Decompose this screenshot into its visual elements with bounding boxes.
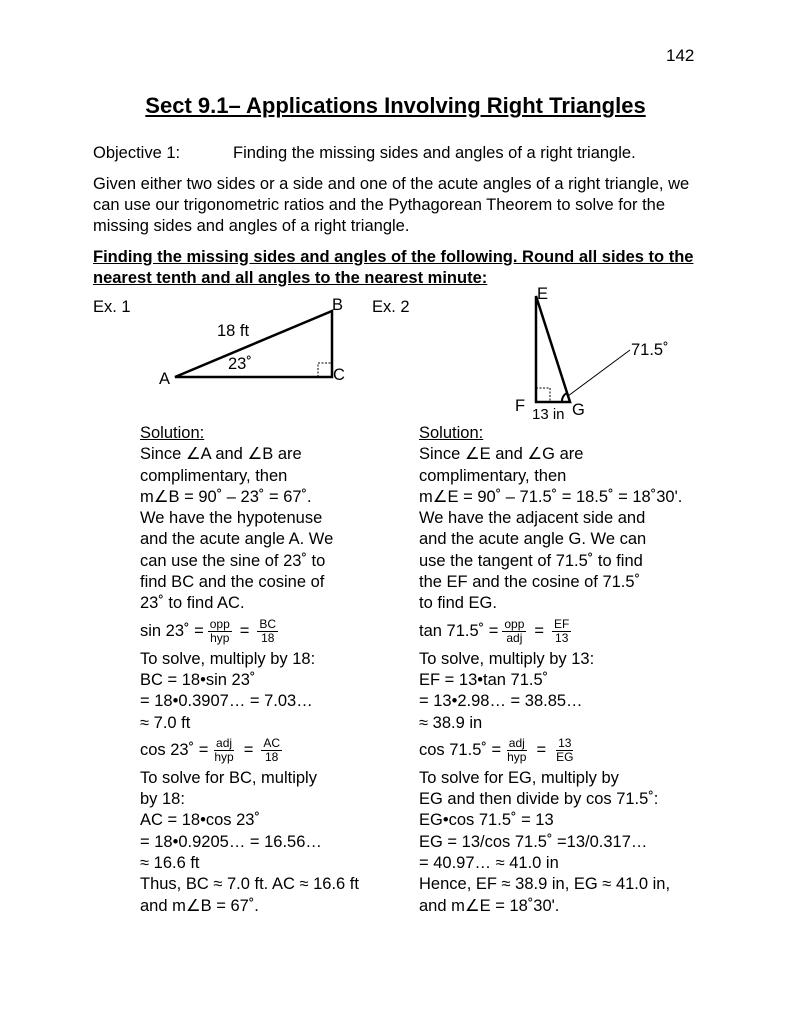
ex1-eq2-fraction-2: [261, 737, 282, 764]
ex2-eq1-den2: 13: [555, 631, 569, 646]
ex1-line: and the acute angle A. We: [140, 530, 334, 549]
ex1-line: Thus, BC ≈ 7.0 ft. AC ≈ 16.6 ft: [140, 875, 359, 894]
ex1-line: 23˚ to find AC.: [140, 594, 245, 613]
equals-sign: =: [243, 741, 254, 760]
intro-paragraph: Given either two sides or a side and one of the acute angles of a right triangle, we can use our trigonometric ratios and the Pythagorean Theorem to solve for the missing sides and angles of a right triangle.: [93, 175, 690, 235]
ex2-eq2-den2: EG: [556, 750, 574, 765]
instructions: Finding the missing sides and angles of the following. Round all sides to the nearest tenth and all angles to the nearest minute:: [93, 248, 694, 287]
ex1-solution: [140, 423, 359, 917]
ex2-vertex-f: F: [515, 397, 526, 415]
ex2-line: To solve, multiply by 13:: [419, 649, 595, 668]
ex1-eq2-den2: 18: [265, 750, 279, 765]
ex2-cosine-equation: [419, 734, 682, 768]
ex1-vertex-a: A: [159, 370, 171, 388]
ex1-triangle: [175, 311, 332, 377]
ex1-line: can use the sine of 23˚ to: [140, 551, 326, 570]
ex2-line: complimentary, then: [419, 466, 567, 485]
page-title: Sect 9.1– Applications Involving Right Triangles: [145, 93, 646, 118]
ex1-vertex-b: B: [332, 296, 344, 314]
ex1-eq2-num2: AC: [263, 736, 281, 751]
ex2-solution: [419, 423, 682, 917]
ex2-eq2-num2: 13: [558, 736, 572, 751]
ex1-line: m∠B = 90˚ – 23˚ = 67˚.: [140, 487, 312, 506]
ex1-eq1-den1: hyp: [210, 631, 230, 646]
ex2-line: and the acute angle G. We can: [419, 530, 647, 549]
ex2-line: We have the adjacent side and: [419, 509, 646, 528]
ex2-triangle: [536, 296, 570, 402]
ex2-vertex-g: G: [572, 401, 585, 419]
ex2-line: the EF and the cosine of 71.5˚: [419, 573, 641, 592]
ex1-eq1-fraction-1: [208, 618, 232, 645]
ex2-line: m∠E = 90˚ – 71.5˚ = 18.5˚ = 18˚30'.: [419, 487, 683, 506]
ex2-line: EG and then divide by cos 71.5˚:: [419, 790, 659, 809]
ex1-line: complimentary, then: [140, 466, 288, 485]
ex1-triangle-diagram: [150, 290, 360, 390]
ex1-line: find BC and the cosine of: [140, 573, 325, 592]
ex2-line: To solve for EG, multiply by: [419, 768, 619, 787]
ex2-line: EF = 13•tan 71.5˚: [419, 670, 549, 689]
ex2-side-label: 13 in: [532, 406, 565, 423]
ex1-line: ≈ 16.6 ft: [140, 854, 200, 873]
ex2-eq2-fraction-2: [554, 737, 575, 764]
ex1-label: Ex. 1: [93, 298, 131, 316]
ex1-eq1-num2: BC: [259, 617, 277, 632]
objective-text: Finding the missing sides and angles of a right triangle.: [233, 144, 636, 162]
ex1-angle-label: 23˚: [228, 355, 252, 373]
ex1-line: BC = 18•sin 23˚: [140, 670, 256, 689]
ex1-line: AC = 18•cos 23˚: [140, 811, 260, 830]
equals-sign: =: [239, 622, 250, 641]
ex2-eq2-num1: adj: [508, 736, 525, 751]
objective-label: Objective 1:: [93, 144, 181, 162]
ex2-triangle-diagram: [505, 282, 685, 424]
ex2-eq1-fraction-1: [502, 618, 526, 645]
ex1-eq2-lhs: cos 23˚ =: [140, 741, 209, 760]
ex1-eq2-den1: hyp: [214, 750, 234, 765]
ex2-eq2-den1: hyp: [507, 750, 527, 765]
ex1-line: To solve for BC, multiply: [140, 768, 317, 787]
ex1-line: ≈ 7.0 ft: [140, 713, 191, 732]
ex1-line: = 18•0.9205… = 16.56…: [140, 832, 322, 851]
ex1-line: We have the hypotenuse: [140, 509, 323, 528]
ex2-angle-arc: [562, 393, 567, 402]
ex2-line: = 13•2.98… = 38.85…: [419, 692, 583, 711]
ex2-line: and m∠E = 18˚30'.: [419, 896, 560, 915]
ex1-eq1-fraction-2: [257, 618, 278, 645]
ex1-line: Since ∠A and ∠B are: [140, 445, 302, 464]
ex2-line: ≈ 38.9 in: [419, 713, 483, 732]
ex2-line: EG = 13/cos 71.5˚ =13/0.317…: [419, 832, 648, 851]
ex2-eq1-lhs: tan 71.5˚ =: [419, 622, 499, 641]
ex1-cosine-equation: [140, 734, 359, 768]
page-number: 142: [666, 46, 695, 65]
ex2-line: Since ∠E and ∠G are: [419, 445, 584, 464]
ex1-line: by 18:: [140, 790, 185, 809]
ex1-side-label: 18 ft: [217, 322, 250, 340]
ex1-solution-heading: Solution:: [140, 424, 205, 442]
ex2-line: EG•cos 71.5˚ = 13: [419, 811, 554, 830]
ex2-right-angle-mark: [536, 388, 550, 402]
ex2-eq2-lhs: cos 71.5˚ =: [419, 741, 502, 760]
ex2-solution-heading: Solution:: [419, 424, 484, 442]
ex2-line: Hence, EF ≈ 38.9 in, EG ≈ 41.0 in,: [419, 875, 671, 894]
ex2-vertex-e: E: [537, 285, 549, 303]
ex1-eq2-fraction-1: [212, 737, 235, 764]
ex2-eq1-fraction-2: [552, 618, 571, 645]
ex2-eq2-fraction-1: [505, 737, 528, 764]
ex1-sine-equation: [140, 615, 359, 649]
ex2-angle-pointer: [568, 350, 630, 396]
equals-sign: =: [536, 741, 547, 760]
ex1-line: = 18•0.3907… = 7.03…: [140, 692, 313, 711]
ex2-eq1-num2: EF: [554, 617, 570, 632]
ex1-eq1-lhs: sin 23˚ =: [140, 622, 204, 641]
ex1-right-angle-mark: [318, 363, 332, 377]
equals-sign: =: [534, 622, 545, 641]
ex1-vertex-c: C: [333, 366, 345, 384]
ex1-eq1-den2: 18: [261, 631, 275, 646]
ex1-line: and m∠B = 67˚.: [140, 896, 259, 915]
ex2-angle-label: 71.5˚: [631, 341, 669, 359]
ex2-eq1-den1: adj: [506, 631, 523, 646]
ex2-line: use the tangent of 71.5˚ to find: [419, 551, 643, 570]
ex1-eq2-num1: adj: [216, 736, 233, 751]
ex2-line: = 40.97… ≈ 41.0 in: [419, 854, 559, 873]
ex1-eq1-num1: opp: [209, 617, 230, 632]
ex2-line: to find EG.: [419, 594, 497, 613]
ex1-line: To solve, multiply by 18:: [140, 649, 316, 668]
ex2-eq1-num1: opp: [504, 617, 525, 632]
ex2-label: Ex. 2: [372, 298, 410, 316]
ex2-tangent-equation: [419, 615, 682, 649]
